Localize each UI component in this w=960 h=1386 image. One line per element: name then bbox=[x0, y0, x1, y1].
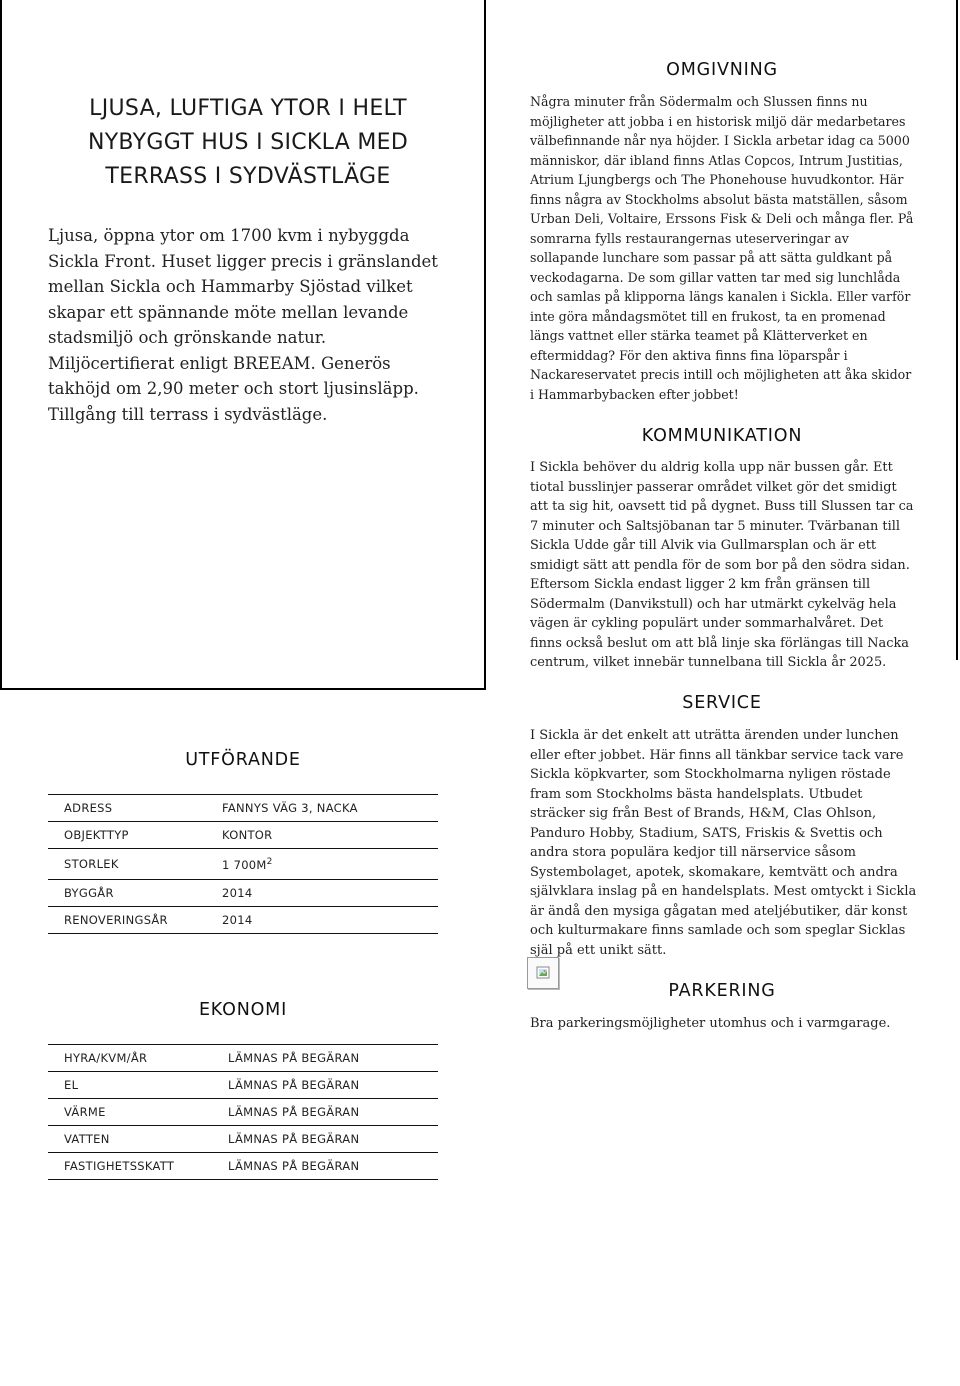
parkering-title: PARKERING bbox=[668, 981, 776, 1001]
table-row bbox=[48, 1126, 438, 1153]
parkering-text: Bra parkeringsmöjligheter utomhus och i varmgarage. bbox=[530, 1016, 891, 1031]
economy-label: HYRA/KVM/ÅR bbox=[48, 1045, 228, 1072]
spec-value: FANNYS VÄG 3, NACKA bbox=[222, 795, 438, 822]
spec-label: STORLEK bbox=[48, 849, 222, 880]
spec-label: OBJEKTTYP bbox=[48, 822, 222, 849]
spec-value: 2014 bbox=[222, 880, 438, 907]
utforande-table bbox=[48, 794, 438, 934]
table-row bbox=[48, 907, 438, 934]
table-row bbox=[48, 822, 438, 849]
spec-label: RENOVERINGSÅR bbox=[48, 907, 222, 934]
utforande-title: UTFÖRANDE bbox=[185, 750, 301, 770]
kommunikation-text: I Sickla behöver du aldrig kolla upp när bussen går. Ett tiotal busslinjer passerar området vilket gör det smidigt att ta sig hit, oavsett tid på dygnet. Buss till Slussen tar ca 7 minuter och Saltsjöbanan tar 5 minuter. Tvärbanan till Sickla Udde går till Alvik via Gullmarsplan och är ett smidigt sätt att pendla för de som bor på den södra sidan. Eftersom Sickla endast ligger 2 km från gränsen till Södermalm (Danvikstull) och har utmärkt cykelväg hela vägen är cykling populärt under sommarhalvåret. Det finns också beslut om att blå linje ska förlängas till Nacka centrum, vilket innebär tunnelbana till Sickla år 2025. bbox=[530, 460, 914, 670]
economy-value: LÄMNAS PÅ BEGÄRAN bbox=[228, 1072, 438, 1099]
table-row bbox=[48, 849, 438, 880]
service-title: SERVICE bbox=[682, 693, 762, 713]
spec-label: ADRESS bbox=[48, 795, 222, 822]
main-headline bbox=[48, 92, 448, 194]
omgivning-text: Några minuter från Södermalm och Slussen finns nu möjligheter att jobba i en historisk miljö där medarbetares välbefinnande når nya höjder. I Sickla arbetar idag ca 5000 människor, där ibland finns Atlas Copcos, Intrum Justitias, Atrium Ljungbergs och The Phonehouse huvudkontor. Här finns några av Stockholms absolut bästa matställen, såsom Urban Deli, Voltaire, Erssons Fisk & Deli och många fler. På somrarna fylls restaurangernas uteserveringar av sollapande lunchare som passar på att sätta guldkant på veckodagarna. De som gillar vatten tar med sig lunchlåda och samlas på klipporna längs kanalen i Sickla. Eller varför inte göra måndagsmötet till en frukost, ta en promenad längs vattnet eller stärka teamet på Klätterverket en eftermiddag? För den aktiva finns fina löparspår i Nackareservatet precis intill och möjligheten att åka skidor i Hammarbybacken efter jobbet! bbox=[530, 94, 914, 402]
headline-line-1: LJUSA, LUFTIGA YTOR I HELT bbox=[89, 96, 407, 121]
table-row bbox=[48, 795, 438, 822]
economy-value: LÄMNAS PÅ BEGÄRAN bbox=[228, 1045, 438, 1072]
ekonomi-table bbox=[48, 1044, 438, 1180]
omgivning-title: OMGIVNING bbox=[666, 60, 778, 80]
left-border-top bbox=[0, 0, 2, 690]
center-divider-top bbox=[484, 0, 486, 690]
spec-value bbox=[222, 849, 438, 880]
economy-label: FASTIGHETSSKATT bbox=[48, 1153, 228, 1180]
table-row bbox=[48, 1045, 438, 1072]
economy-label: EL bbox=[48, 1072, 228, 1099]
economy-value: LÄMNAS PÅ BEGÄRAN bbox=[228, 1153, 438, 1180]
table-row bbox=[48, 1153, 438, 1180]
table-row bbox=[48, 880, 438, 907]
table-row bbox=[48, 1099, 438, 1126]
economy-value: LÄMNAS PÅ BEGÄRAN bbox=[228, 1126, 438, 1153]
spec-value: 2014 bbox=[222, 907, 438, 934]
size-value: 1 700M bbox=[222, 857, 267, 872]
ekonomi-title: EKONOMI bbox=[198, 1000, 288, 1020]
spec-label: BYGGÅR bbox=[48, 880, 222, 907]
economy-value: LÄMNAS PÅ BEGÄRAN bbox=[228, 1099, 438, 1126]
size-superscript: 2 bbox=[266, 856, 273, 867]
economy-label: VÄRME bbox=[48, 1099, 228, 1126]
economy-label: VATTEN bbox=[48, 1126, 228, 1153]
headline-line-2: NYBYGGT HUS I SICKLA MED bbox=[87, 130, 409, 155]
horizontal-divider bbox=[0, 688, 486, 690]
headline-line-3: TERRASS I SYDVÄSTLÄGE bbox=[105, 164, 391, 189]
table-row bbox=[48, 1072, 438, 1099]
right-border bbox=[956, 0, 958, 660]
spec-value: KONTOR bbox=[222, 822, 438, 849]
kommunikation-title: KOMMUNIKATION bbox=[641, 426, 803, 446]
intro-text: Ljusa, öppna ytor om 1700 kvm i nybyggda Sickla Front. Huset ligger precis i gränslandet mellan Sickla och Hammarby Sjöstad vilket skapar ett spännande möte mellan levande stadsmiljö och grönskande natur. Miljöcertifierat enligt BREEAM. Generös takhöjd om 2,90 meter och stort ljusinsläpp. Tillgång till terrass i sydvästläge. bbox=[48, 226, 438, 424]
service-text: I Sickla är det enkelt att uträtta ärenden under lunchen eller efter jobbet. Här finns all tänkbar service tack vare Sickla köpkvarter, som Stockholmarna nyligen röstade fram som Stockholms bästa handelsplats. Utbudet sträcker sig från Best of Brands, H&M, Clas Ohlson, Panduro Hobby, Stadium, SATS, Friskis & Svettis och andra stora populära kedjor till närservice såsom Systembolaget, apotek, skomakare, kemtvätt och andra självklara inslag på en handelsplats. Mest omtyckt i Sickla är ändå den mysiga gågatan med ateljébutiker, där konst och kulturmakare finns samlade och som speglar Sicklas själ på ett unikt sätt. bbox=[530, 728, 917, 958]
